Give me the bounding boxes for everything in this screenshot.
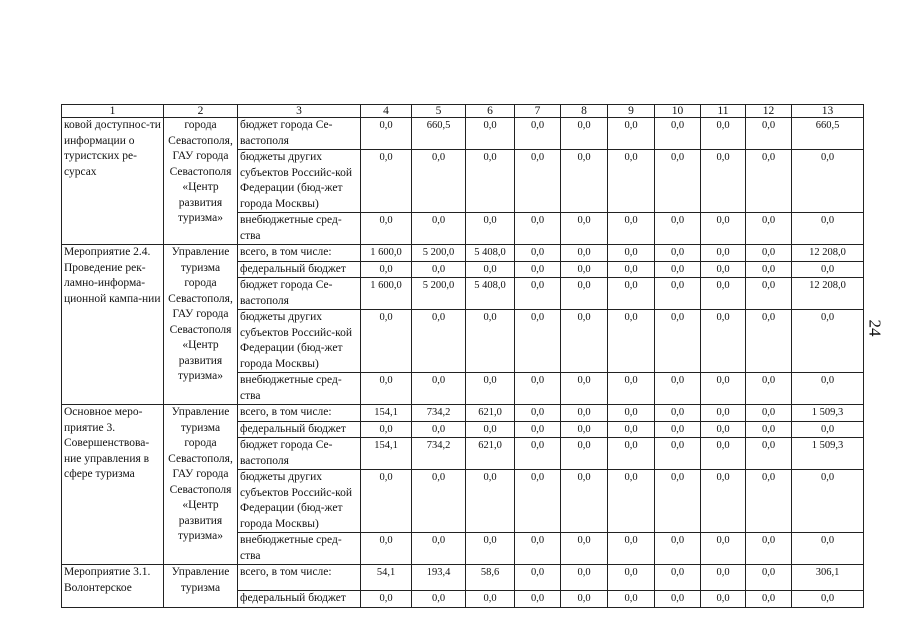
total-value: 0,0 xyxy=(792,533,864,565)
year-value: 0,0 xyxy=(701,261,746,278)
year-value: 58,6 xyxy=(466,565,515,591)
total-value: 1 509,3 xyxy=(792,438,864,470)
year-value: 0,0 xyxy=(515,533,561,565)
funding-source: федеральный бюджет xyxy=(238,591,361,608)
year-value: 0,0 xyxy=(412,533,466,565)
year-value: 0,0 xyxy=(608,421,655,438)
total-value: 12 208,0 xyxy=(792,245,864,262)
total-value: 0,0 xyxy=(792,470,864,533)
total-value: 0,0 xyxy=(792,150,864,213)
year-value: 0,0 xyxy=(466,373,515,405)
year-value: 0,0 xyxy=(412,213,466,245)
year-value: 0,0 xyxy=(701,421,746,438)
year-value: 0,0 xyxy=(655,533,701,565)
year-value: 734,2 xyxy=(412,438,466,470)
funding-source: всего, в том числе: xyxy=(238,245,361,262)
year-value: 0,0 xyxy=(515,373,561,405)
year-value: 0,0 xyxy=(412,470,466,533)
year-value: 0,0 xyxy=(701,373,746,405)
header-col-10: 10 xyxy=(655,105,701,118)
year-value: 0,0 xyxy=(515,405,561,422)
year-value: 0,0 xyxy=(608,373,655,405)
header-row xyxy=(62,105,864,118)
total-value: 0,0 xyxy=(792,373,864,405)
year-value: 0,0 xyxy=(515,470,561,533)
year-value: 0,0 xyxy=(701,533,746,565)
year-value: 0,0 xyxy=(561,373,608,405)
header-col-8: 8 xyxy=(561,105,608,118)
year-value: 0,0 xyxy=(608,310,655,373)
year-value: 0,0 xyxy=(655,438,701,470)
year-value: 0,0 xyxy=(561,278,608,310)
year-value: 0,0 xyxy=(655,213,701,245)
year-value: 54,1 xyxy=(361,565,412,591)
total-value: 0,0 xyxy=(792,310,864,373)
total-value: 306,1 xyxy=(792,565,864,591)
year-value: 154,1 xyxy=(361,405,412,422)
funding-source: всего, в том числе: xyxy=(238,565,361,591)
year-value: 0,0 xyxy=(515,565,561,591)
year-value: 0,0 xyxy=(515,310,561,373)
year-value: 0,0 xyxy=(561,118,608,150)
funding-source: всего, в том числе: xyxy=(238,405,361,422)
year-value: 0,0 xyxy=(746,565,792,591)
year-value: 0,0 xyxy=(466,310,515,373)
budget-table xyxy=(61,104,864,608)
year-value: 0,0 xyxy=(608,261,655,278)
year-value: 0,0 xyxy=(466,421,515,438)
year-value: 0,0 xyxy=(655,261,701,278)
year-value: 0,0 xyxy=(655,310,701,373)
year-value: 0,0 xyxy=(746,421,792,438)
year-value: 193,4 xyxy=(412,565,466,591)
year-value: 0,0 xyxy=(746,150,792,213)
funding-source: внебюджетные сред-ства xyxy=(238,533,361,565)
year-value: 0,0 xyxy=(361,591,412,608)
year-value: 0,0 xyxy=(701,245,746,262)
year-value: 0,0 xyxy=(746,245,792,262)
funding-source: бюджеты других субъектов Российс-кой Федерации (бюд-жет города Москвы) xyxy=(238,150,361,213)
table-row xyxy=(62,118,864,150)
year-value: 0,0 xyxy=(608,118,655,150)
year-value: 0,0 xyxy=(466,591,515,608)
header-col-2: 2 xyxy=(164,105,238,118)
funding-source: бюджеты других субъектов Российс-кой Федерации (бюд-жет города Москвы) xyxy=(238,470,361,533)
year-value: 0,0 xyxy=(746,470,792,533)
year-value: 0,0 xyxy=(361,421,412,438)
year-value: 0,0 xyxy=(515,245,561,262)
year-value: 154,1 xyxy=(361,438,412,470)
funding-source: бюджет города Се-вастополя xyxy=(238,438,361,470)
year-value: 0,0 xyxy=(412,261,466,278)
total-value: 0,0 xyxy=(792,261,864,278)
year-value: 0,0 xyxy=(561,245,608,262)
funding-source: бюджеты других субъектов Российс-кой Федерации (бюд-жет города Москвы) xyxy=(238,310,361,373)
executor: города Севастополя, ГАУ города Севастополя «Центр развития туризма» xyxy=(164,118,238,245)
funding-source: внебюджетные сред-ства xyxy=(238,373,361,405)
funding-source: федеральный бюджет xyxy=(238,421,361,438)
header-col-1: 1 xyxy=(62,105,164,118)
year-value: 0,0 xyxy=(515,118,561,150)
table-row xyxy=(62,245,864,262)
year-value: 0,0 xyxy=(515,438,561,470)
header-col-6: 6 xyxy=(466,105,515,118)
year-value: 0,0 xyxy=(746,438,792,470)
activity-name: Мероприятие 2.4. Проведение рек-ламно-информа-ционной кампа-нии xyxy=(62,245,164,405)
year-value: 0,0 xyxy=(701,591,746,608)
year-value: 0,0 xyxy=(746,373,792,405)
year-value: 0,0 xyxy=(701,438,746,470)
year-value: 621,0 xyxy=(466,405,515,422)
year-value: 0,0 xyxy=(412,310,466,373)
funding-source: бюджет города Се-вастополя xyxy=(238,118,361,150)
year-value: 0,0 xyxy=(746,310,792,373)
year-value: 0,0 xyxy=(466,470,515,533)
year-value: 0,0 xyxy=(361,470,412,533)
year-value: 0,0 xyxy=(561,438,608,470)
year-value: 0,0 xyxy=(655,278,701,310)
year-value: 0,0 xyxy=(655,373,701,405)
year-value: 0,0 xyxy=(515,421,561,438)
year-value: 0,0 xyxy=(466,118,515,150)
year-value: 0,0 xyxy=(701,470,746,533)
year-value: 734,2 xyxy=(412,405,466,422)
year-value: 660,5 xyxy=(412,118,466,150)
year-value: 0,0 xyxy=(361,118,412,150)
year-value: 0,0 xyxy=(515,213,561,245)
executor: Управление туризма города Севастополя, ГАУ города Севастополя «Центр развития туризма» xyxy=(164,405,238,565)
header-col-13: 13 xyxy=(792,105,864,118)
year-value: 0,0 xyxy=(608,470,655,533)
year-value: 0,0 xyxy=(655,118,701,150)
year-value: 0,0 xyxy=(746,278,792,310)
year-value: 0,0 xyxy=(701,310,746,373)
year-value: 0,0 xyxy=(608,405,655,422)
year-value: 621,0 xyxy=(466,438,515,470)
year-value: 0,0 xyxy=(655,245,701,262)
year-value: 0,0 xyxy=(701,118,746,150)
year-value: 0,0 xyxy=(561,405,608,422)
year-value: 0,0 xyxy=(361,310,412,373)
year-value: 0,0 xyxy=(466,150,515,213)
year-value: 0,0 xyxy=(361,150,412,213)
year-value: 0,0 xyxy=(608,565,655,591)
year-value: 0,0 xyxy=(412,150,466,213)
year-value: 0,0 xyxy=(608,438,655,470)
header-col-3: 3 xyxy=(238,105,361,118)
year-value: 0,0 xyxy=(608,591,655,608)
header-col-9: 9 xyxy=(608,105,655,118)
year-value: 0,0 xyxy=(466,533,515,565)
year-value: 0,0 xyxy=(746,405,792,422)
total-value: 0,0 xyxy=(792,591,864,608)
year-value: 0,0 xyxy=(655,591,701,608)
year-value: 0,0 xyxy=(561,470,608,533)
table-row xyxy=(62,405,864,422)
year-value: 0,0 xyxy=(746,261,792,278)
total-value: 660,5 xyxy=(792,118,864,150)
year-value: 0,0 xyxy=(361,213,412,245)
year-value: 0,0 xyxy=(701,405,746,422)
header-col-11: 11 xyxy=(701,105,746,118)
header-col-7: 7 xyxy=(515,105,561,118)
year-value: 0,0 xyxy=(746,533,792,565)
year-value: 0,0 xyxy=(412,421,466,438)
year-value: 0,0 xyxy=(361,533,412,565)
year-value: 0,0 xyxy=(655,470,701,533)
page-number: 24 xyxy=(865,319,885,337)
year-value: 0,0 xyxy=(655,405,701,422)
year-value: 0,0 xyxy=(701,278,746,310)
activity-name: Основное меро-приятие 3. Совершенствова-ние управления в сфере туризма xyxy=(62,405,164,565)
funding-source: внебюджетные сред-ства xyxy=(238,213,361,245)
year-value: 0,0 xyxy=(412,373,466,405)
year-value: 0,0 xyxy=(608,245,655,262)
total-value: 0,0 xyxy=(792,421,864,438)
year-value: 0,0 xyxy=(701,565,746,591)
year-value: 0,0 xyxy=(561,565,608,591)
year-value: 0,0 xyxy=(608,278,655,310)
year-value: 0,0 xyxy=(608,150,655,213)
funding-source: бюджет города Се-вастополя xyxy=(238,278,361,310)
header-col-4: 4 xyxy=(361,105,412,118)
year-value: 0,0 xyxy=(515,261,561,278)
year-value: 0,0 xyxy=(701,150,746,213)
year-value: 0,0 xyxy=(746,591,792,608)
total-value: 1 509,3 xyxy=(792,405,864,422)
year-value: 0,0 xyxy=(655,421,701,438)
year-value: 0,0 xyxy=(515,278,561,310)
year-value: 0,0 xyxy=(746,118,792,150)
executor: Управление туризма xyxy=(164,565,238,608)
year-value: 5 408,0 xyxy=(466,278,515,310)
year-value: 0,0 xyxy=(655,565,701,591)
year-value: 5 408,0 xyxy=(466,245,515,262)
executor: Управление туризма города Севастополя, ГАУ города Севастополя «Центр развития туризма» xyxy=(164,245,238,405)
total-value: 0,0 xyxy=(792,213,864,245)
year-value: 0,0 xyxy=(515,591,561,608)
year-value: 0,0 xyxy=(561,591,608,608)
total-value: 12 208,0 xyxy=(792,278,864,310)
year-value: 0,0 xyxy=(561,261,608,278)
activity-name: Мероприятие 3.1. Волонтерское xyxy=(62,565,164,608)
year-value: 5 200,0 xyxy=(412,278,466,310)
year-value: 0,0 xyxy=(701,213,746,245)
year-value: 5 200,0 xyxy=(412,245,466,262)
year-value: 0,0 xyxy=(561,533,608,565)
year-value: 0,0 xyxy=(466,261,515,278)
funding-source: федеральный бюджет xyxy=(238,261,361,278)
activity-name: ковой доступнос-ти информации о туристских ре-сурсах xyxy=(62,118,164,245)
header-col-5: 5 xyxy=(412,105,466,118)
year-value: 1 600,0 xyxy=(361,278,412,310)
year-value: 0,0 xyxy=(608,533,655,565)
year-value: 0,0 xyxy=(466,213,515,245)
year-value: 0,0 xyxy=(561,310,608,373)
year-value: 0,0 xyxy=(515,150,561,213)
header-col-12: 12 xyxy=(746,105,792,118)
year-value: 0,0 xyxy=(561,421,608,438)
year-value: 0,0 xyxy=(361,373,412,405)
year-value: 0,0 xyxy=(655,150,701,213)
table-row xyxy=(62,565,864,591)
year-value: 0,0 xyxy=(746,213,792,245)
year-value: 0,0 xyxy=(608,213,655,245)
year-value: 1 600,0 xyxy=(361,245,412,262)
year-value: 0,0 xyxy=(361,261,412,278)
year-value: 0,0 xyxy=(561,213,608,245)
year-value: 0,0 xyxy=(561,150,608,213)
year-value: 0,0 xyxy=(412,591,466,608)
